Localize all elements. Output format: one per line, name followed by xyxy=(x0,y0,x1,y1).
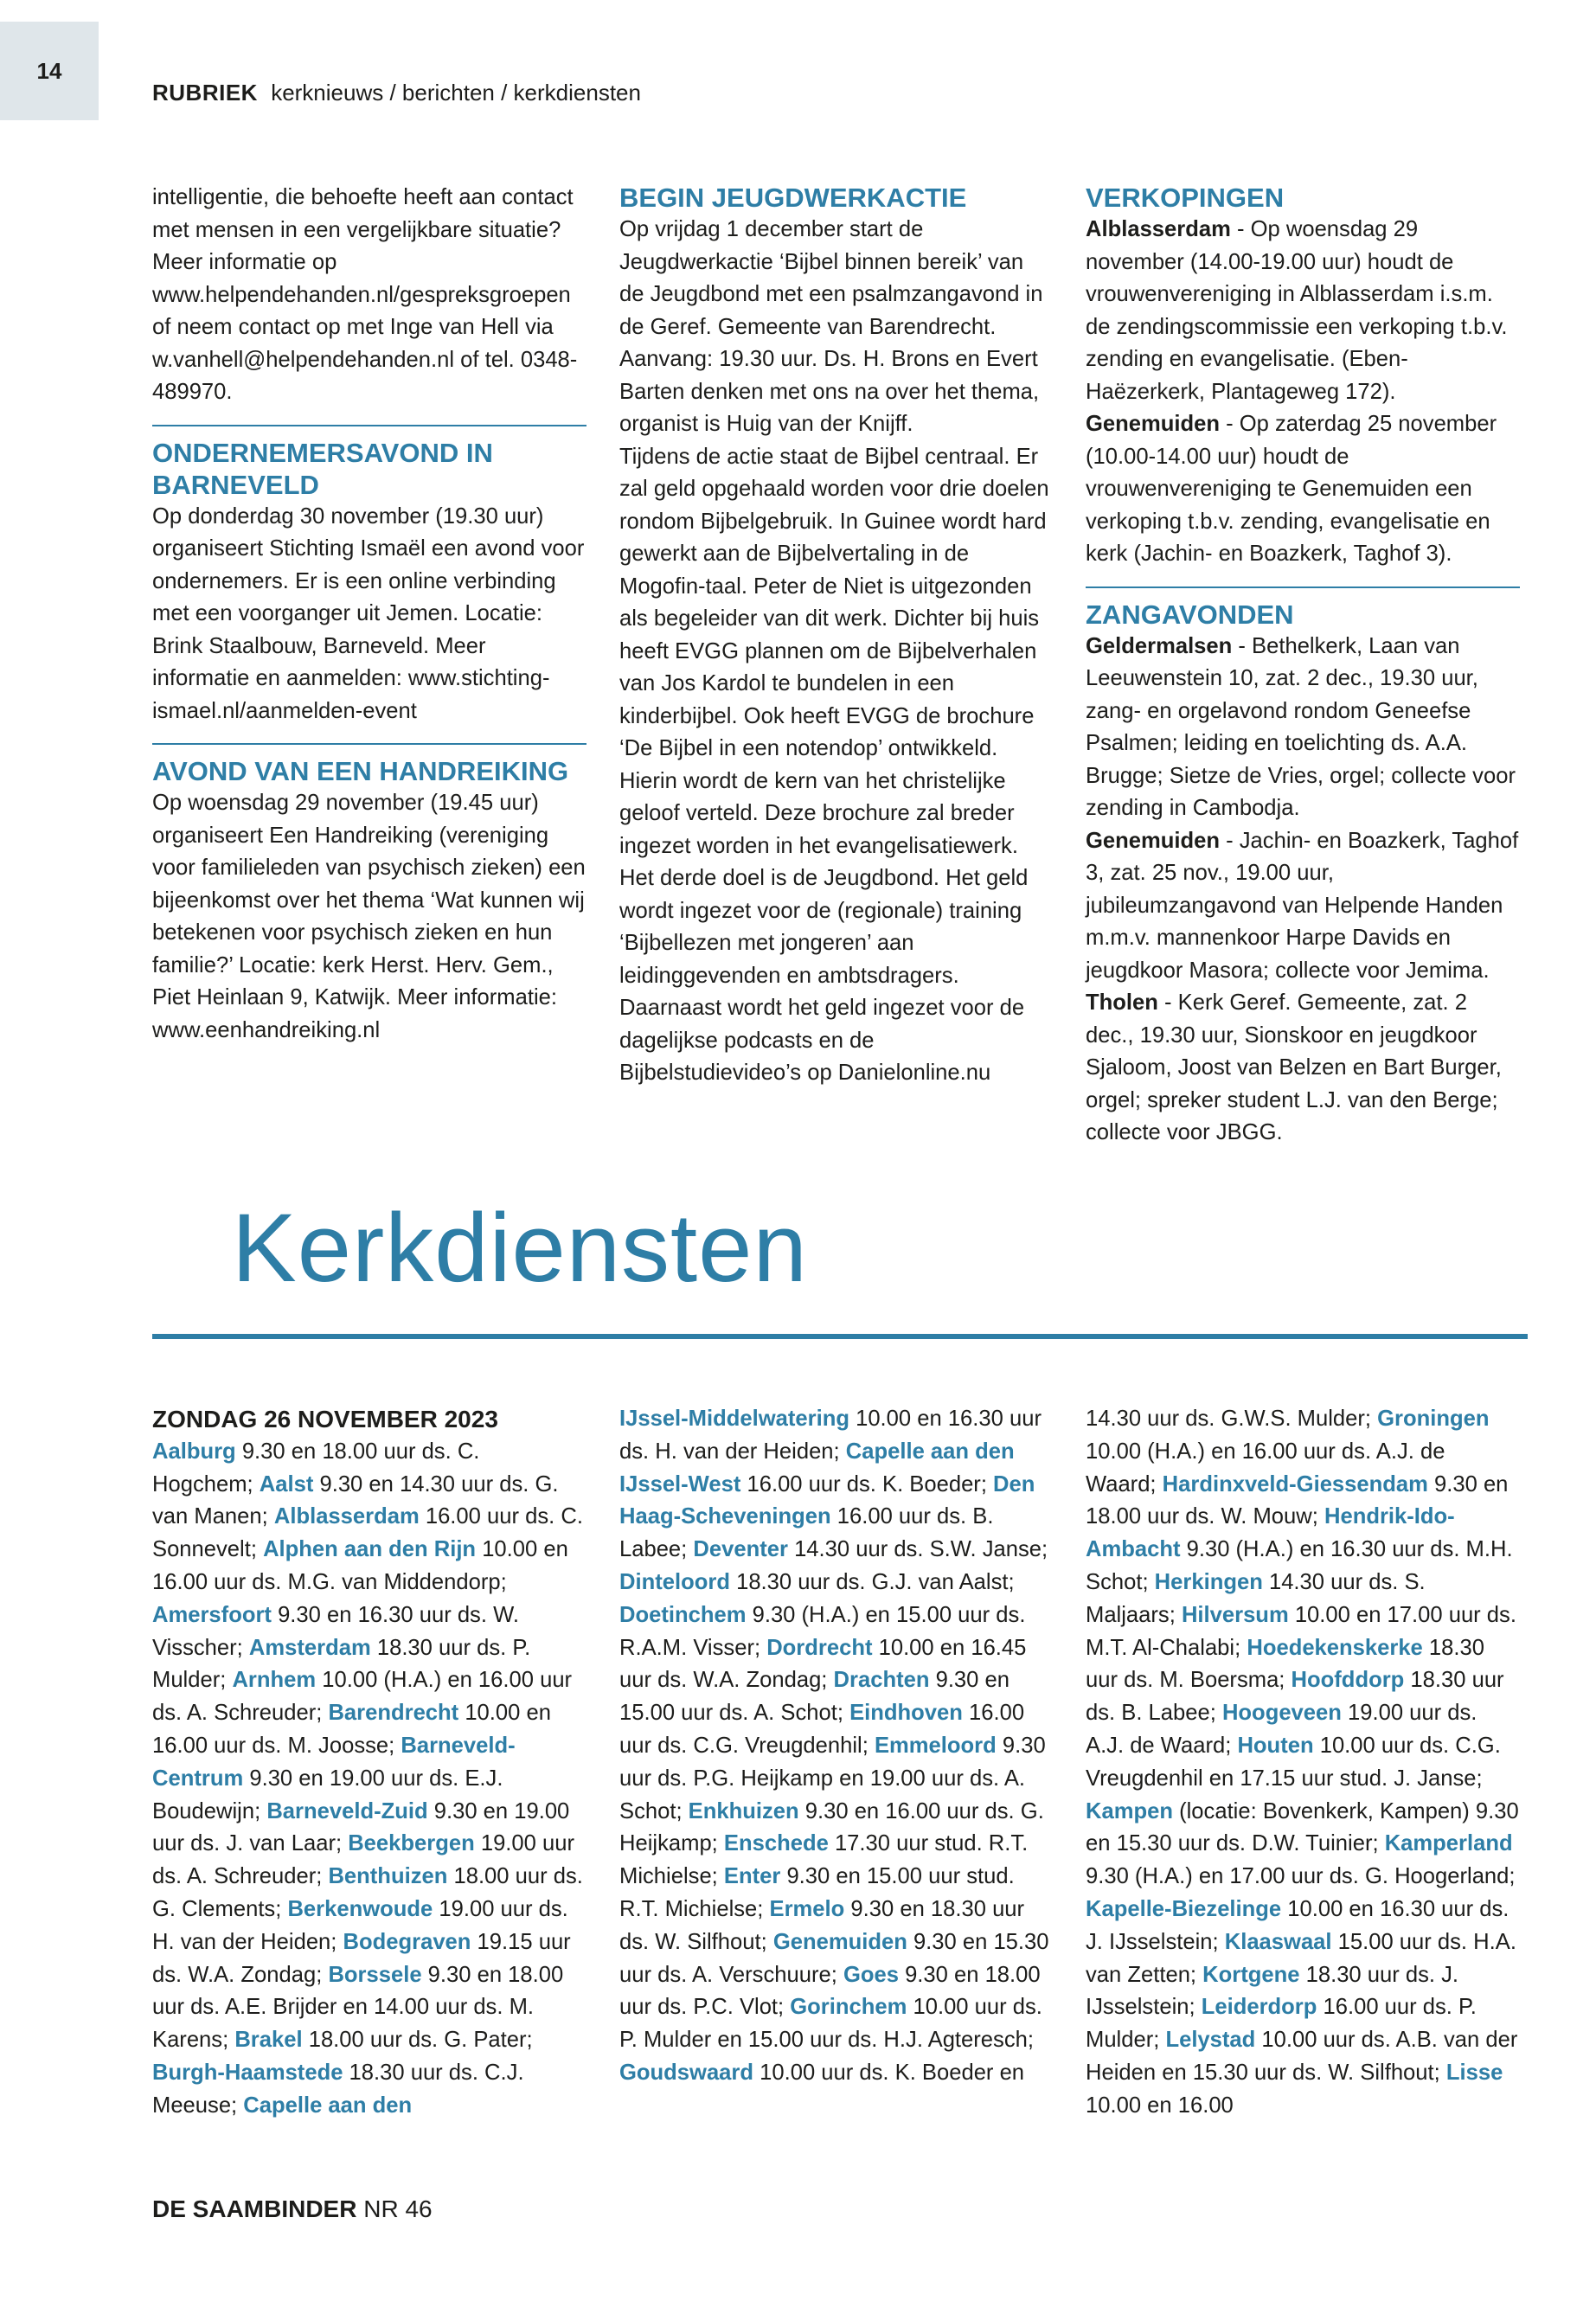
service-details: 10.00 en 17.00 uur ds. M.T. Al-Chalabi; xyxy=(1086,1602,1516,1660)
service-details: 10.00 en 16.00 uur ds. M. Joosse; xyxy=(152,1701,551,1758)
service-details: 18.30 uur ds. C.J. Meeuse; xyxy=(152,2060,524,2118)
service-date-heading: ZONDAG 26 NOVEMBER 2023 xyxy=(152,1406,498,1433)
service-details: 9.30 en 15.30 uur ds. A. Verschuure; xyxy=(619,1929,1049,1987)
section-body-handreiking: Op woensdag 29 november (19.45 uur) organiseert Een Handreiking (vereniging voor familieleden van psychisch zieken) een bijeenkomst over het thema ‘Wat kunnen wij betekenen voor psychisch zieken en hun familie?’ Locatie: kerk Herst. Herv. Gem., Piet Heinlaan 9, Katwijk. Meer informatie: www.eenhandreiking.nl xyxy=(152,791,586,1042)
news-column-3 xyxy=(1086,182,1520,1150)
zangavond-text: - Kerk Geref. Gemeente, zat. 2 dec., 19.30 uur, Sionskoor en jeugdkoor Sjaloom, Joost van Belzen en Bart Burger, orgel; spreker student L.J. van den Berge; collecte voor JBGG. xyxy=(1086,990,1502,1144)
service-listing-2 xyxy=(619,1403,1054,2090)
section-title-ondernemersavond: ONDERNEMERSAVOND IN BARNEVELD xyxy=(152,437,493,500)
service-place: Beekbergen xyxy=(348,1831,475,1856)
service-place: IJssel-Middelwatering xyxy=(619,1407,849,1431)
service-place: Hardinxveld-Giessendam xyxy=(1162,1471,1428,1497)
service-place: Capelle aan den xyxy=(243,2093,413,2118)
service-place: Dinteloord xyxy=(619,1569,730,1594)
service-place: Hendrik-Ido-Ambacht xyxy=(1086,1504,1455,1562)
section-divider xyxy=(152,743,586,745)
service-listing-1 xyxy=(152,1436,586,2123)
services-column-1 xyxy=(152,1403,586,2123)
service-place: Berkenwoude xyxy=(287,1896,433,1921)
service-place: Goes xyxy=(843,1962,899,1987)
service-details: 18.30 uur ds. P. Mulder; xyxy=(152,1635,531,1693)
service-place: Kapelle-Biezelinge xyxy=(1086,1896,1282,1921)
zangavond-text: - Jachin- en Boazkerk, Taghof 3, zat. 25 nov., 19.00 uur, jubileumzangavond van Helpende Handen m.m.v. mannenkoor Harpe Davids en jeugdkoor Masora; collecte voor Jemima. xyxy=(1086,828,1519,983)
service-details: 18.30 uur ds. G.J. van Aalst; xyxy=(729,1569,1015,1594)
service-place: Aalst xyxy=(259,1471,314,1497)
service-details: 9.30 (H.A.) en 16.30 uur ds. M.H. Schot; xyxy=(1086,1537,1513,1594)
service-details: 9.30 en 14.30 uur ds. G. van Manen; xyxy=(152,1471,559,1529)
service-place: Enschede xyxy=(723,1831,829,1856)
service-place: Amersfoort xyxy=(152,1602,272,1627)
service-details: 9.30 en 19.00 uur ds. J. van Laar; xyxy=(152,1798,570,1856)
service-place: Kampen xyxy=(1086,1798,1173,1823)
service-place: Herkingen xyxy=(1154,1569,1263,1594)
service-details: 18.30 uur ds. M. Boersma; xyxy=(1086,1635,1484,1693)
section-title-handreiking: AVOND VAN EEN HANDREIKING xyxy=(152,756,569,786)
service-place: Bodegraven xyxy=(343,1929,471,1954)
section-title-verkopingen: VERKOPINGEN xyxy=(1086,183,1285,213)
kerkdiensten-rule xyxy=(152,1334,1528,1339)
service-place: Barneveld-Centrum xyxy=(152,1733,516,1791)
zangavond-item xyxy=(1086,631,1520,825)
service-details: 9.30 en 16.00 uur ds. G. Heijkamp; xyxy=(619,1798,1044,1856)
service-details: 16.00 uur ds. B. Labee; xyxy=(619,1504,994,1562)
service-details: 9.30 (H.A.) en 15.00 uur ds. R.A.M. Visser; xyxy=(619,1602,1026,1660)
jeugdwerkactie-paragraph-2: Tijdens de actie staat de Bijbel centraal. Er zal geld opgehaald worden voor drie doelen rondom Bijbelgebruik. In Guinee wordt hard gewerkt aan de Bijbelvertaling in de Mogofin-taal. Peter de Niet is uitgezonden als begeleider van dit werk. Dichter bij huis heeft EVGG plannen om de Bijbelverhalen van Jos Kardol te bundelen in een kinderbijbel. Ook heeft EVGG de brochure ‘De Bijbel in een notendop’ ontwikkeld. Hierin wordt de kern van het christelijke geloof verteld. Deze brochure zal breder ingezet worden in het evangelisatiewerk. Het derde doel is de Jeugdbond. Het geld wordt ingezet voor de (regionale) training ‘Bijbellezen met jongeren’ aan leidinggevenden en ambtsdragers. Daarnaast wordt het geld ingezet voor de dagelijkse podcasts en de Bijbelstudievideo’s op Danielonline.nu xyxy=(619,444,1049,1085)
magazine-name: DE SAAMBINDER xyxy=(152,2195,357,2222)
section-divider xyxy=(152,425,586,426)
service-place: Dordrecht xyxy=(766,1635,873,1660)
zangavond-place: Geldermalsen xyxy=(1086,633,1233,658)
service-place: Leiderdorp xyxy=(1201,1995,1317,2020)
service-details: 14.30 uur ds. S. Maljaars; xyxy=(1086,1569,1426,1627)
services-column-3 xyxy=(1086,1403,1520,2123)
services-column-2 xyxy=(619,1403,1054,2090)
verkoping-text: - Op woensdag 29 november (14.00-19.00 uur) houdt de vrouwenvereniging in Alblasserdam i.s.m. de zendingscommissie een verkoping t.b.v. zending en evangelisatie. (Eben-Haëzerkerk, Plantageweg 172). xyxy=(1086,217,1508,404)
service-details: 19.00 uur ds. A. Schreuder; xyxy=(152,1831,574,1889)
service-place: Doetinchem xyxy=(619,1602,747,1627)
service-place: Genemuiden xyxy=(772,1929,907,1954)
service-place: Barneveld-Zuid xyxy=(266,1798,428,1823)
service-details: 18.30 uur ds. B. Labee; xyxy=(1086,1668,1504,1726)
service-place: Goudswaard xyxy=(619,2060,754,2085)
service-place: Amsterdam xyxy=(248,1635,371,1660)
service-place: Lelystad xyxy=(1165,2028,1256,2053)
service-place: Den Haag-Scheveningen xyxy=(619,1471,1035,1529)
service-details: 10.00 uur ds. K. Boeder en xyxy=(753,2060,1025,2085)
service-details: 10.00 uur ds. C.G. Vreugdenhil en 17.15 uur stud. J. Janse; xyxy=(1086,1733,1501,1791)
service-place: Ermelo xyxy=(769,1896,845,1921)
service-details: 10.00 (H.A.) en 16.00 uur ds. A. Schreuder; xyxy=(152,1668,573,1726)
section-title-jeugdwerkactie: BEGIN JEUGDWERKACTIE xyxy=(619,183,967,213)
service-details: 16.00 uur ds. C.G. Vreugdenhil; xyxy=(619,1701,1025,1758)
service-place: Burgh-Haamstede xyxy=(152,2060,343,2085)
service-details: 19.15 uur ds. W.A. Zondag; xyxy=(152,1929,571,1987)
service-place: Hoogeveen xyxy=(1221,1701,1342,1726)
service-details: 9.30 en 18.00 uur ds. P.C. Vlot; xyxy=(619,1962,1041,2020)
service-details: 19.00 uur ds. A.J. de Waard; xyxy=(1086,1701,1477,1758)
zangavond-text: - Bethelkerk, Laan van Leeuwenstein 10, zat. 2 dec., 19.30 uur, zang- en orgelavond rondom Geneefse Psalmen; leiding en toelichting ds. A.A. Brugge; Sietze de Vries, orgel; collecte voor zending in Cambodja. xyxy=(1086,633,1516,820)
service-details: 10.00 en 16.00 uur ds. M.G. van Middendorp; xyxy=(152,1537,568,1594)
service-details: 10.00 (H.A.) en 16.00 uur ds. A.J. de Waard; xyxy=(1086,1439,1445,1497)
rubric-label: RUBRIEK xyxy=(152,80,258,106)
service-place: Hoofddorp xyxy=(1291,1668,1405,1693)
service-details: 9.30 (H.A.) en 17.00 uur ds. G. Hoogerland; xyxy=(1086,1864,1516,1889)
service-details: 9.30 en 18.30 uur ds. W. Silfhout; xyxy=(619,1896,1025,1954)
service-place: Deventer xyxy=(693,1537,788,1562)
issue-number: NR 46 xyxy=(363,2195,433,2222)
service-details: 16.00 uur ds. C. Sonnevelt; xyxy=(152,1504,583,1562)
verkoping-item xyxy=(1086,408,1520,571)
service-place: Kamperland xyxy=(1384,1831,1513,1856)
service-place: Groningen xyxy=(1377,1407,1490,1431)
service-details: 19.00 uur ds. H. van der Heiden; xyxy=(152,1896,568,1954)
service-place: Hilversum xyxy=(1181,1602,1289,1627)
service-place: Aalburg xyxy=(152,1439,236,1464)
service-place: Hoedekenskerke xyxy=(1247,1635,1423,1660)
service-details: 9.30 en 18.00 uur ds. A.E. Brijder en 14.00 uur ds. M. Karens; xyxy=(152,1962,564,2053)
service-place: Arnhem xyxy=(232,1668,317,1693)
verkoping-text: - Op zaterdag 25 november (10.00-14.00 uur) houdt de vrouwenvereniging te Genemuiden een verkoping t.b.v. zending, evangelisatie en kerk (Jachin- en Boazkerk, Taghof 3). xyxy=(1086,412,1497,566)
service-place: Gorinchem xyxy=(790,1995,907,2020)
kerkdiensten-title: Kerkdiensten xyxy=(232,1194,808,1302)
service-place: Barendrecht xyxy=(328,1701,459,1726)
service-details: 9.30 en 15.00 uur ds. A. Schot; xyxy=(619,1668,1010,1726)
service-listing-3 xyxy=(1086,1403,1520,2123)
service-place: Klaaswaal xyxy=(1224,1929,1332,1954)
service-place: Capelle aan den IJssel-West xyxy=(619,1439,1015,1497)
service-details: 9.30 en 15.00 uur stud. R.T. Michielse; xyxy=(619,1864,1015,1921)
service-details: 14.30 uur ds. G.W.S. Mulder; xyxy=(1086,1407,1378,1431)
service-details: 9.30 en 19.00 uur ds. E.J. Boudewijn; xyxy=(152,1766,503,1823)
service-details: 10.00 uur ds. A.B. van der Heiden en 15.30 uur ds. W. Silfhout; xyxy=(1086,2028,1518,2085)
service-details: 9.30 en 18.00 uur ds. W. Mouw; xyxy=(1086,1471,1509,1529)
service-details: 16.00 uur ds. K. Boeder; xyxy=(740,1471,994,1497)
service-place: Lisse xyxy=(1445,2060,1503,2085)
service-place: Alblasserdam xyxy=(273,1504,420,1529)
zangavond-item xyxy=(1086,825,1520,988)
zangavond-place: Genemuiden xyxy=(1086,828,1221,853)
intro-continuation: intelligentie, die behoefte heeft aan contact met mensen in een vergelijkbare situatie? Meer informatie op www.helpendehanden.nl/gespreksgroepen of neem contact op met Inge van Hell via w.vanhell@helpendehanden.nl of tel. 0348-489970. xyxy=(152,185,578,404)
service-place: Alphen aan den Rijn xyxy=(263,1537,477,1562)
magazine-footer xyxy=(152,2195,433,2223)
service-place: Enter xyxy=(723,1864,781,1889)
page-number: 14 xyxy=(0,22,99,120)
section-divider xyxy=(1086,586,1520,588)
service-details: 9.30 en 16.30 uur ds. W. Visscher; xyxy=(152,1602,519,1660)
service-details: 17.30 uur stud. R.T. Michielse; xyxy=(619,1831,1029,1889)
service-details: 9.30 uur ds. P.G. Heijkamp en 19.00 uur ds. A. Schot; xyxy=(619,1733,1046,1823)
service-details: 10.00 en 16.30 uur ds. J. IJsselstein; xyxy=(1086,1896,1509,1954)
verkoping-item xyxy=(1086,214,1520,408)
rubric-topics: kerknieuws / berichten / kerkdiensten xyxy=(271,80,641,106)
service-place: Drachten xyxy=(833,1668,930,1693)
service-place: Kortgene xyxy=(1202,1962,1300,1987)
service-place: Benthuizen xyxy=(328,1864,448,1889)
service-details: 10.00 en 16.00 xyxy=(1086,2093,1234,2118)
service-details: 18.30 uur ds. J. IJsselstein; xyxy=(1086,1962,1459,2020)
news-column-2 xyxy=(619,182,1054,1090)
verkoping-place: Genemuiden xyxy=(1086,412,1221,436)
verkoping-place: Alblasserdam xyxy=(1086,217,1231,241)
service-place: Eindhoven xyxy=(849,1701,963,1726)
zangavond-item xyxy=(1086,987,1520,1150)
service-place: Emmeloord xyxy=(874,1733,997,1758)
zangavond-place: Tholen xyxy=(1086,990,1158,1015)
service-details: 10.00 en 16.45 uur ds. W.A. Zondag; xyxy=(619,1635,1027,1693)
service-details: 18.00 uur ds. G. Clements; xyxy=(152,1864,583,1921)
jeugdwerkactie-paragraph-1: Op vrijdag 1 december start de Jeugdwerkactie ‘Bijbel binnen bereik’ van de Jeugdbond met een psalmzangavond in de Geref. Gemeente van Barendrecht. Aanvang: 19.30 uur. Ds. H. Brons en Evert Barten denken met ons na over het thema, organist is Huig van der Knijff. xyxy=(619,217,1043,436)
service-place: Houten xyxy=(1237,1733,1314,1758)
service-details: (locatie: Bovenkerk, Kampen) 9.30 en 15.30 uur ds. D.W. Tuinier; xyxy=(1086,1798,1519,1856)
news-column-1 xyxy=(152,182,586,1047)
service-details: 10.00 uur ds. P. Mulder en 15.00 uur ds. H.J. Agteresch; xyxy=(619,1995,1042,2053)
service-details: 16.00 uur ds. P. Mulder; xyxy=(1086,1995,1477,2053)
service-details: 18.00 uur ds. G. Pater; xyxy=(302,2028,533,2053)
service-place: Borssele xyxy=(328,1962,422,1987)
service-details: 9.30 en 18.00 uur ds. C. Hogchem; xyxy=(152,1439,480,1497)
service-details: 14.30 uur ds. S.W. Janse; xyxy=(787,1537,1048,1562)
section-title-zangavonden: ZANGAVONDEN xyxy=(1086,599,1294,630)
service-details: 10.00 en 16.30 uur ds. H. van der Heiden; xyxy=(619,1407,1042,1464)
section-body-ondernemersavond: Op donderdag 30 november (19.30 uur) organiseert Stichting Ismaël een avond voor ondernemers. Er is een online verbinding met een voorganger uit Jemen. Locatie: Brink Staalbouw, Barneveld. Meer informatie en aanmelden: www.stichting-ismael.nl/aanmelden-event xyxy=(152,503,585,723)
service-place: Brakel xyxy=(234,2028,303,2053)
service-details: 15.00 uur ds. H.A. van Zetten; xyxy=(1086,1929,1516,1987)
rubric-header xyxy=(152,80,641,106)
service-place: Enkhuizen xyxy=(688,1798,799,1823)
